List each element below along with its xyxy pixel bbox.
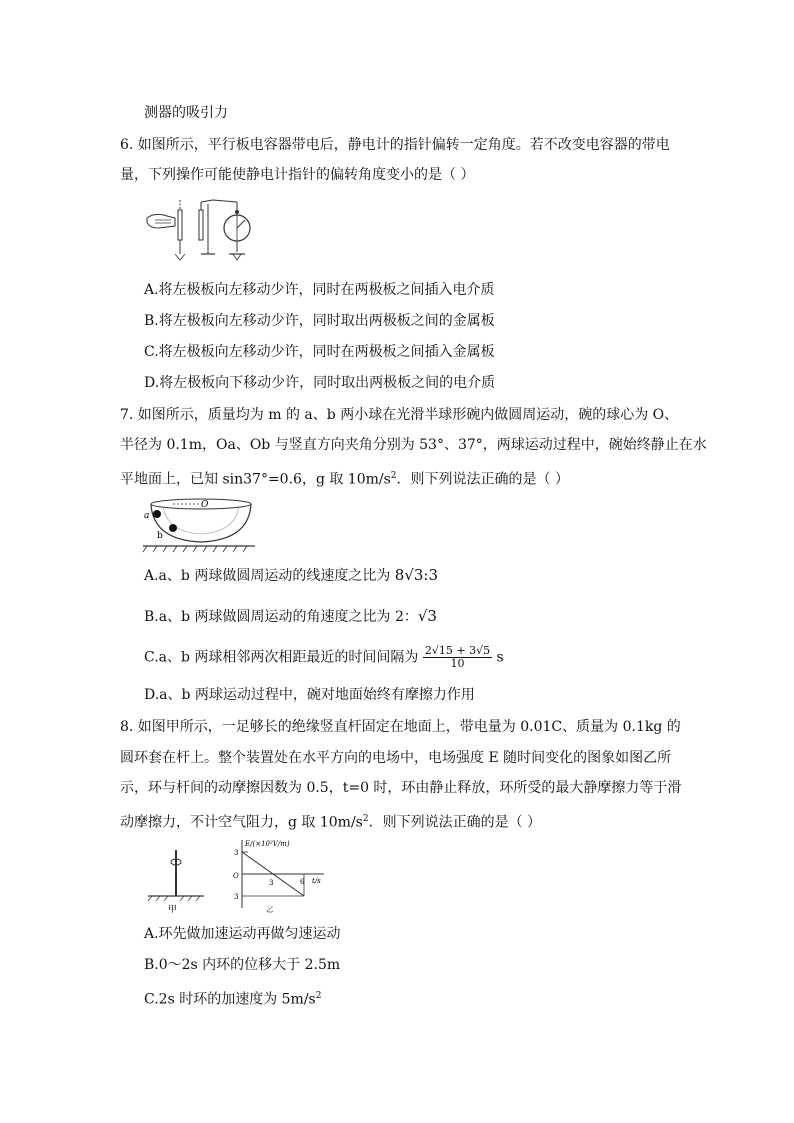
q8-option-c: C.2s 时环的加速度为 $5m/s^2$: [144, 991, 322, 1008]
q8-graph-xtick-6: 6: [300, 878, 305, 886]
q7-option-c-fraction: $\frac{2√15 + 3√5}{10}$: [424, 644, 491, 670]
q7-figure-bowl: [143, 496, 255, 554]
q8-stem-line4: 动摩擦力，不计空气阻力，g 取 $10m/s^2$．则下列说法正确的是（ ）: [120, 814, 542, 831]
q8-label-jia: 甲: [168, 905, 178, 915]
continuation-text: 测器的吸引力: [144, 105, 228, 121]
q8-label-yi: 乙: [266, 906, 273, 914]
q6-option-a: A.将左极板向左移动少许，同时在两极板之间插入电介质: [144, 282, 495, 298]
q7-label-a: a: [144, 511, 150, 521]
q6-stem-line1: 6. 如图所示，平行板电容器带电后，静电计的指针偏转一定角度。若不改变电容器的带电: [120, 137, 670, 153]
q7-stem-line1: 7. 如图所示，质量均为 m 的 a、b 两小球在光滑半球形碗内做圆周运动，碗的球心为 O、: [120, 407, 679, 423]
q8-graph-ytick-top: 3: [234, 849, 239, 857]
q6-stem-line2: 量，下列操作可能使静电计指针的偏转角度变小的是（ ）: [120, 167, 475, 183]
q8-graph-origin: O: [233, 872, 239, 880]
q7-label-b: b: [157, 531, 163, 541]
q8-graph-ylabel: E/(×10²V/m): [245, 840, 290, 848]
q8-figure-jia: [148, 846, 204, 914]
q8-stem-line2: 圆环套在杆上。整个装置处在水平方向的电场中，电场强度 E 随时间变化的图象如图乙所: [120, 750, 672, 766]
q7-option-d: D.a、b 两球运动过程中，碗对地面始终有摩擦力作用: [144, 687, 475, 703]
q6-figure-capacitor: [145, 196, 265, 264]
q6-option-b: B.将左极板向左移动少许，同时取出两极板之间的金属板: [144, 313, 495, 329]
q7-stem-line3: 平地面上，已知 sin37°=0.6，g 取 $10m/s^2$．则下列说法正确的是（ ）: [120, 471, 569, 488]
q6-option-c: C.将左极板向左移动少许，同时在两极板之间插入金属板: [144, 344, 495, 360]
q8-option-a: A.环先做加速运动再做匀速运动: [144, 926, 341, 942]
q8-stem-line3: 示，环与杆间的动摩擦因数为 0.5，t=0 时，环由静止释放，环所受的最大静摩擦力等于滑: [120, 780, 682, 796]
q6-option-d: D.将左极板向下移动少许，同时取出两极板之间的电介质: [144, 375, 496, 391]
q8-graph-xtick-3: 3: [269, 879, 274, 887]
q7-option-b: B.a、b 两球做圆周运动的角速度之比为 2：√3: [144, 607, 437, 625]
q8-graph-xlabel: t/s: [312, 877, 321, 885]
q8-stem-line1: 8. 如图甲所示，一足够长的绝缘竖直杆固定在地面上，带电量为 0.01C、质量为 0.1kg 的: [120, 719, 681, 735]
q8-option-b: B.0～2s 内环的位移大于 2.5m: [144, 957, 341, 973]
q7-stem-line2: 半径为 0.1m，Oa、Ob 与竖直方向夹角分别为 53°、37°，两球运动过程中，碗始终静止在水: [120, 437, 707, 453]
q8-graph-ytick-bottom: 3: [234, 893, 239, 901]
q8-figure-yi-graph: [228, 838, 338, 918]
q7-option-a: A.a、b 两球做圆周运动的线速度之比为 8√3:3: [144, 566, 439, 584]
q7-label-o: O: [201, 500, 209, 510]
q7-option-c: C.a、b 两球相邻两次相距最近的时间间隔为 $\frac{2√15 + 3√5}{10}$ s: [144, 644, 504, 670]
